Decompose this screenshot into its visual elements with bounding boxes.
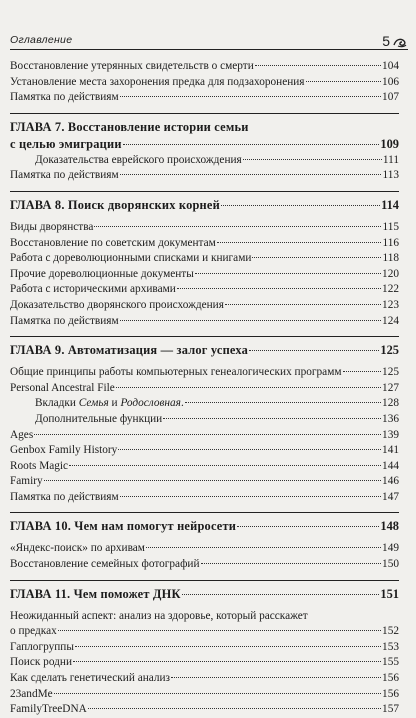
toc-entry[interactable]: Работа с дореволюционными списками и книгами 118 [10,252,399,265]
toc-entry[interactable]: Памятка по действиям 113 [10,169,399,182]
toc-entry[interactable]: Восстановление семейных фотографий 150 [10,558,399,571]
toc-entry[interactable]: Поиск родни 155 [10,656,399,669]
toc-entry-wrapped[interactable]: Неожиданный аспект: анализ на здоровье, который расскажет [10,609,308,622]
toc-entry[interactable]: 23andMe 156 [10,687,399,700]
toc-entry[interactable]: Roots Magic 144 [10,459,399,472]
page-number: 5 [382,33,390,49]
chapter-divider [10,191,399,192]
toc-entry[interactable]: «Яндекс-поиск» по архивам 149 [10,542,399,555]
toc-entry[interactable]: Гаплогруппы 153 [10,640,399,653]
chapter-divider [10,580,399,581]
toc-entry[interactable]: Памятка по действиям 147 [10,490,399,503]
running-title: Оглавление [10,34,73,46]
toc-entry[interactable]: Доказательство дворянского происхождения 123 [10,298,399,311]
toc-subentry[interactable]: Вкладки Семья и Родословная. 128 [35,397,399,410]
chapter-title[interactable]: ГЛАВА 8. Поиск дворянских корней 114 [10,197,399,212]
toc-entry[interactable]: Genbox Family History 141 [10,444,399,457]
chapter-title-continued[interactable]: с целью эмиграции 109 [10,136,399,151]
chapter-title[interactable]: ГЛАВА 9. Автоматизация — залог успеха 125 [10,343,399,358]
toc-entry[interactable]: Famiry 146 [10,475,399,488]
toc-entry[interactable]: Восстановление по советским документам 116 [10,236,399,249]
ornament-icon [392,36,408,48]
toc-entry[interactable]: Ages 139 [10,428,399,441]
chapter-title[interactable]: ГЛАВА 11. Чем поможет ДНК 151 [10,586,399,601]
page-header [10,30,408,50]
toc-entry[interactable]: Виды дворянства 115 [10,220,399,233]
toc-entry[interactable]: Восстановление утерянных свидетельств о смерти 104 [10,60,399,72]
toc-subentry[interactable]: Дополнительные функции 136 [35,412,399,425]
table-of-contents [10,59,399,718]
toc-entry[interactable]: FamilyTreeDNA 157 [10,703,399,716]
chapter-divider [10,113,399,114]
toc-entry[interactable]: Общие принципы работы компьютерных генеалогических программ 125 [10,366,399,379]
toc-entry[interactable]: Установление места захоронения предка для подзахоронения 106 [10,75,399,88]
toc-entry[interactable]: Памятка по действиям 124 [10,314,399,327]
chapter-title[interactable]: ГЛАВА 7. Восстановление истории семьи [10,119,249,134]
toc-entry[interactable]: Памятка по действиям 107 [10,91,399,104]
toc-entry[interactable]: Работа с историческими архивами 122 [10,283,399,296]
toc-entry[interactable]: Прочие дореволюционные документы 120 [10,267,399,280]
toc-entry[interactable]: Personal Ancestral File 127 [10,381,399,394]
toc-subentry[interactable]: Доказательства еврейского происхождения 111 [35,153,399,166]
toc-entry[interactable]: Как сделать генетический анализ 156 [10,672,399,685]
chapter-divider [10,336,399,337]
header-rule [10,49,408,50]
chapter-divider [10,512,399,513]
toc-entry-continued[interactable]: о предках 152 [10,625,399,638]
chapter-title[interactable]: ГЛАВА 10. Чем нам помогут нейросети 148 [10,519,399,534]
